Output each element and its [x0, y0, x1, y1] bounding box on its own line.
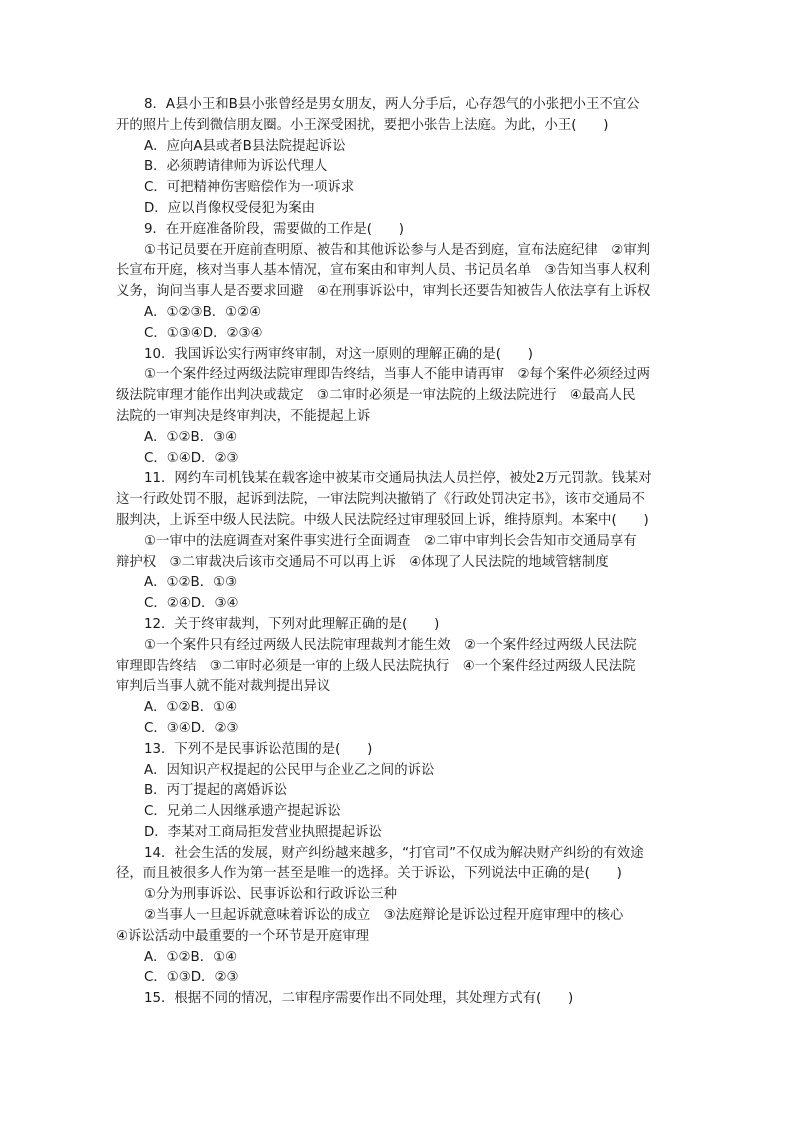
text-line: A．①②B．③④: [144, 429, 238, 445]
text-line: 服判决，上诉至中级人民法院。中级人民法院经过审理驳回上诉，维持原判。本案中( ): [116, 512, 649, 528]
text-line: 径，而且被很多人作为第一甚至是唯一的选择。关于诉讼，下列说法中正确的是( ): [116, 866, 622, 882]
text-line: A．①②B．①④: [144, 700, 238, 716]
text-line: 义务，询问当事人是否要求回避 ④在刑事诉讼中，审判长还要告知被告人依法享有上诉权: [116, 284, 651, 300]
text-line: 审判后当事人就不能对裁判提出异议: [116, 679, 331, 695]
text-line: B．丙丁提起的离婚诉讼: [144, 783, 288, 799]
text-line: C．③④D．②③: [144, 720, 239, 736]
text-line: ④诉讼活动中最重要的一个环节是开庭审理: [116, 928, 370, 944]
text-line: A．①②③B．①②④: [144, 304, 262, 320]
text-line: C．可把精神伤害赔偿作为一项诉求: [144, 180, 355, 196]
text-line: ①分为刑事诉讼、民事诉讼和行政诉讼三种: [144, 887, 398, 903]
text-line: 11．网约车司机钱某在载客途中被某市交通局执法人员拦停，被处2万元罚款。钱某对: [144, 471, 652, 487]
text-line: 辩护权 ③二审裁决后该市交通局不可以再上诉 ④体现了人民法院的地域管辖制度: [116, 554, 609, 570]
text-line: ①一个案件经过两级法院审理即告终结，当事人不能申请再审 ②每个案件必须经过两: [144, 367, 651, 383]
text-line: 长宣布开庭，核对当事人基本情况，宣布案由和审判人员、书记员名单 ③告知当事人权利: [116, 263, 651, 279]
text-line: D．应以肖像权受侵犯为案由: [144, 200, 315, 216]
text-line: 8．A县小王和B县小张曾经是男女朋友，两人分手后，心存怨气的小张把小王不宜公: [144, 97, 640, 112]
text-line: 开的照片上传到微信朋友圈。小王深受困扰，要把小张告上法庭。为此，小王( ): [116, 117, 609, 133]
text-line: 审理即告终结 ③二审时必须是一审的上级人民法院执行 ④一个案件经过两级人民法院: [116, 658, 636, 674]
text-line: B．必须聘请律师为诉讼代理人: [144, 159, 328, 175]
text-line: 13．下列不是民事诉讼范围的是( ): [144, 741, 373, 757]
text-line: ①一个案件只有经过两级人民法院审理裁判才能生效 ②一个案件经过两级人民法院: [144, 637, 637, 653]
text-line: ①书记员要在开庭前查明原、被告和其他诉讼参与人是否到庭，宣布法庭纪律 ②审判: [144, 242, 651, 258]
text-line: ②当事人一旦起诉就意味着诉讼的成立 ③法庭辩论是诉讼过程开庭审理中的核心: [144, 908, 624, 924]
text-line: C．①③D．②③: [144, 970, 239, 986]
text-line: A．①②B．①④: [144, 949, 238, 965]
text-line: ①一审中的法庭调查对案件事实进行全面调查 ②二审中审判长会告知市交通局享有: [144, 533, 637, 549]
text-line: 9．在开庭准备阶段，需要做的工作是( ): [144, 221, 404, 237]
text-line: 12．关于终审裁判，下列对此理解正确的是( ): [144, 616, 440, 632]
text-line: A．应向A县或者B县法院提起诉讼: [144, 138, 346, 154]
text-line: 15．根据不同的情况，二审程序需要作出不同处理，其处理方式有( ): [144, 991, 574, 1007]
text-line: C．兄弟二人因继承遗产提起诉讼: [144, 804, 341, 820]
text-line: 法院的一审判决是终审判决，不能提起上诉: [116, 408, 371, 424]
text-line: A．因知识产权提起的公民甲与企业乙之间的诉讼: [144, 762, 435, 778]
text-line: C．②④D．③④: [144, 596, 239, 612]
text-line: D．李某对工商局拒发营业执照提起诉讼: [144, 824, 382, 840]
text-line: 这一行政处罚不服，起诉到法院，一审法院判决撤销了《行政处罚决定书》，该市交通局不: [116, 492, 645, 508]
text-line: A．①②B．①③: [144, 575, 238, 591]
text-line: 级法院审理才能作出判决或裁定 ③二审时必须是一审法院的上级法院进行 ④最高人民: [116, 388, 636, 404]
text-line: 14．社会生活的发展，财产纠纷越来越多，“打官司”不仅成为解决财产纠纷的有效途: [144, 845, 644, 861]
text-line: 10．我国诉讼实行两审终审制，对这一原则的理解正确的是( ): [144, 346, 534, 362]
text-line: C．①④D．②③: [144, 450, 239, 466]
question-text-block: [116, 95, 678, 1010]
text-line: C．①③④D．②③④: [144, 325, 263, 341]
